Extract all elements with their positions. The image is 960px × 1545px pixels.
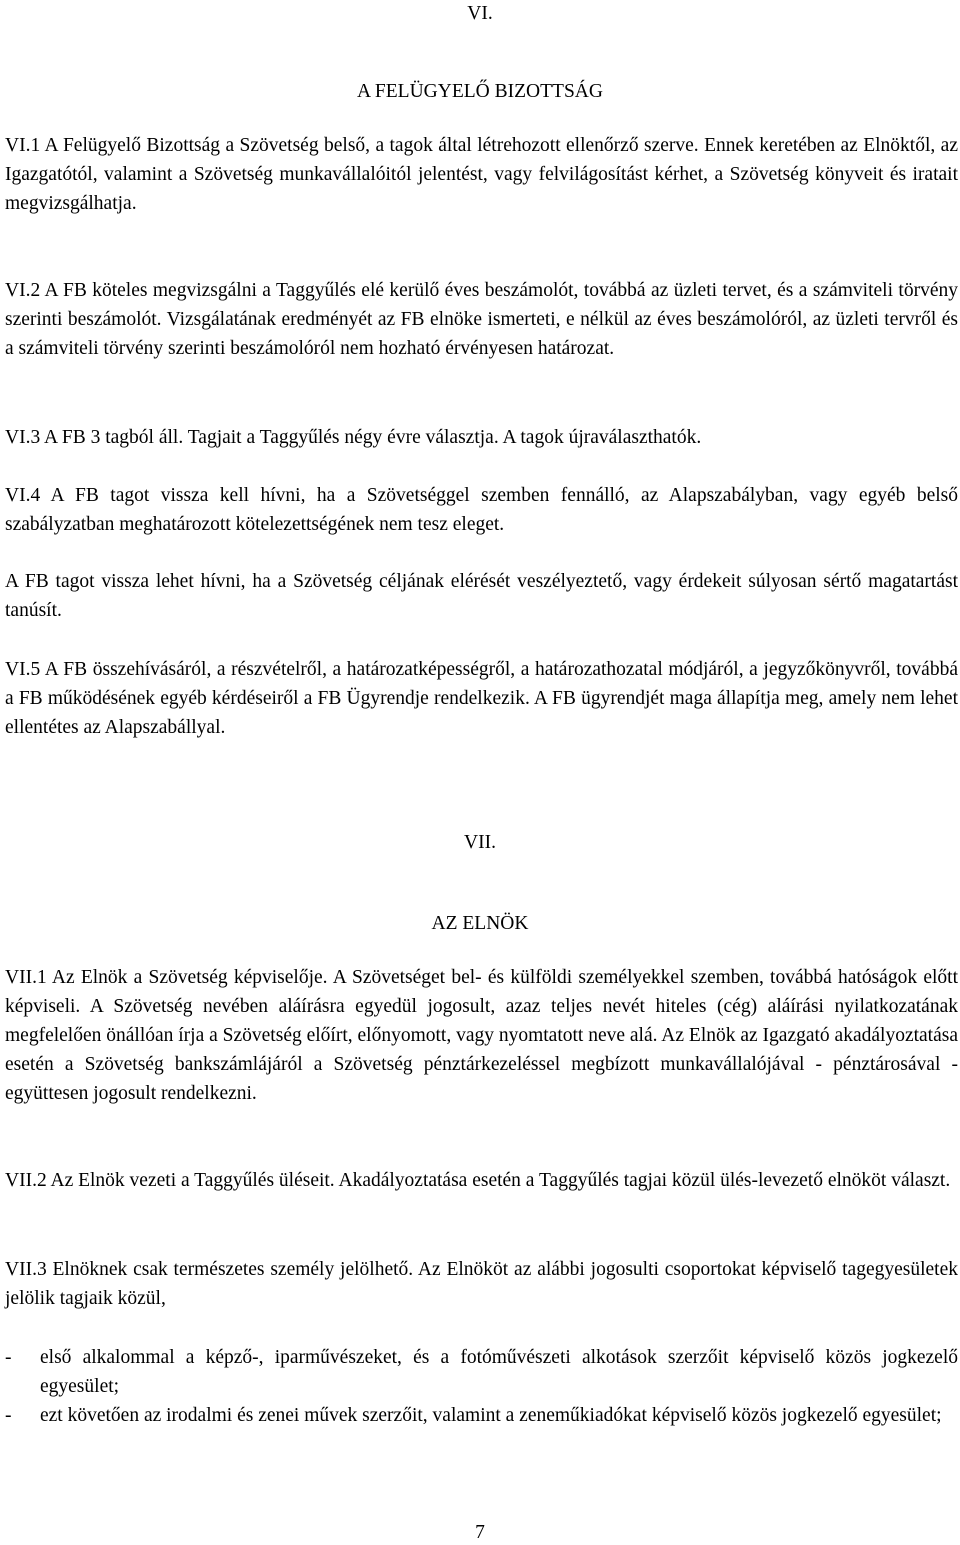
section-vii-title: AZ ELNÖK <box>431 913 529 934</box>
paragraph-vi-5: VI.5 A FB összehívásáról, a részvételről, a határozatképességről, a határozathozatal módjáról, a jegyzőkönyvről, továbbá a FB működésének egyéb kérdéseiről a FB Ügyrendje rendelkezik. A FB ügyrendjét maga állapítja meg, amely nem lehet ellentétes az Alapszabállyal. <box>5 659 958 738</box>
paragraph-vii-3: VII.3 Elnöknek csak természetes személy jelölhető. Az Elnököt az alábbi jogosulti csoportokat képviselő tagegyesületek jelölik tagjaik közül, <box>5 1259 958 1309</box>
paragraph-vii-1: VII.1 Az Elnök a Szövetség képviselője. A Szövetséget bel- és külföldi személyekkel szemben, továbbá hatóságok előtt képviseli. A Szövetség nevében aláírásra egyedül jogosult, azaz teljes nevét hiteles (cég) aláírási nyilatkozatának megfelelően önállóan írja a Szövetség előírt, előnyomott, vagy nyomtatott neve alá. Az Elnök az Igazgató akadályoztatása esetén a Szövetség bankszámlájáról a Szövetség pénztárkezeléssel megbízott munkavállalójával - pénztárosával - együttesen jogosult rendelkezni. <box>5 967 958 1104</box>
list-item-text: ezt követően az irodalmi és zenei művek szerzőit, valamint a zeneműkiadókat képviselő közös jogkezelő egyesület; <box>40 1405 942 1426</box>
paragraph-vi-2: VI.2 A FB köteles megvizsgálni a Taggyűlés elé kerülő éves beszámolót, továbbá az üzleti tervet, és a számviteli törvény szerinti beszámolót. Vizsgálatának eredményét az FB elnöke ismerteti, e nélkül az éves beszámolóról, az üzleti tervről és a számviteli törvény szerinti beszámolóról nem hozható érvényesen határozat. <box>5 280 958 359</box>
paragraph-vii-2: VII.2 Az Elnök vezeti a Taggyűlés üléseit. Akadályoztatása esetén a Taggyűlés tagjai közül ülés-levezető elnököt választ. <box>5 1170 951 1191</box>
paragraph-vi-4: VI.4 A FB tagot vissza kell hívni, ha a Szövetséggel szemben fennálló, az Alapszabályban, vagy egyéb belső szabályzatban meghatározott kötelezettségének nem tesz eleget. <box>5 485 958 535</box>
section-vi-title: A FELÜGYELŐ BIZOTTSÁG <box>357 81 603 102</box>
list-dash: - <box>5 1405 12 1426</box>
list-item-text: első alkalommal a képző-, iparművészeket, és a fotóművészeti alkotások szerzőit képviselő közös jogkezelő egyesület; <box>40 1347 958 1397</box>
page-number: 7 <box>475 1522 485 1543</box>
paragraph-vi-1: VI.1 A Felügyelő Bizottság a Szövetség belső, a tagok által létrehozott ellenőrző szerve. Ennek keretében az Elnöktől, az Igazgatótól, valamint a Szövetség munkavállalóitól jelentést, vagy felvilágosítást kérhet, a Szövetség könyveit és iratait megvizsgálhatja. <box>5 135 958 214</box>
section-vi-numeral: VI. <box>467 3 493 24</box>
paragraph-vi-4b: A FB tagot vissza lehet hívni, ha a Szövetség céljának elérését veszélyeztető, vagy érdekeit súlyosan sértő magatartást tanúsít. <box>5 571 958 621</box>
list-dash: - <box>5 1347 12 1368</box>
section-vii-numeral: VII. <box>464 832 496 853</box>
paragraph-vi-3: VI.3 A FB 3 tagból áll. Tagjait a Taggyűlés négy évre választja. A tagok újraválaszthatók. <box>5 427 702 448</box>
